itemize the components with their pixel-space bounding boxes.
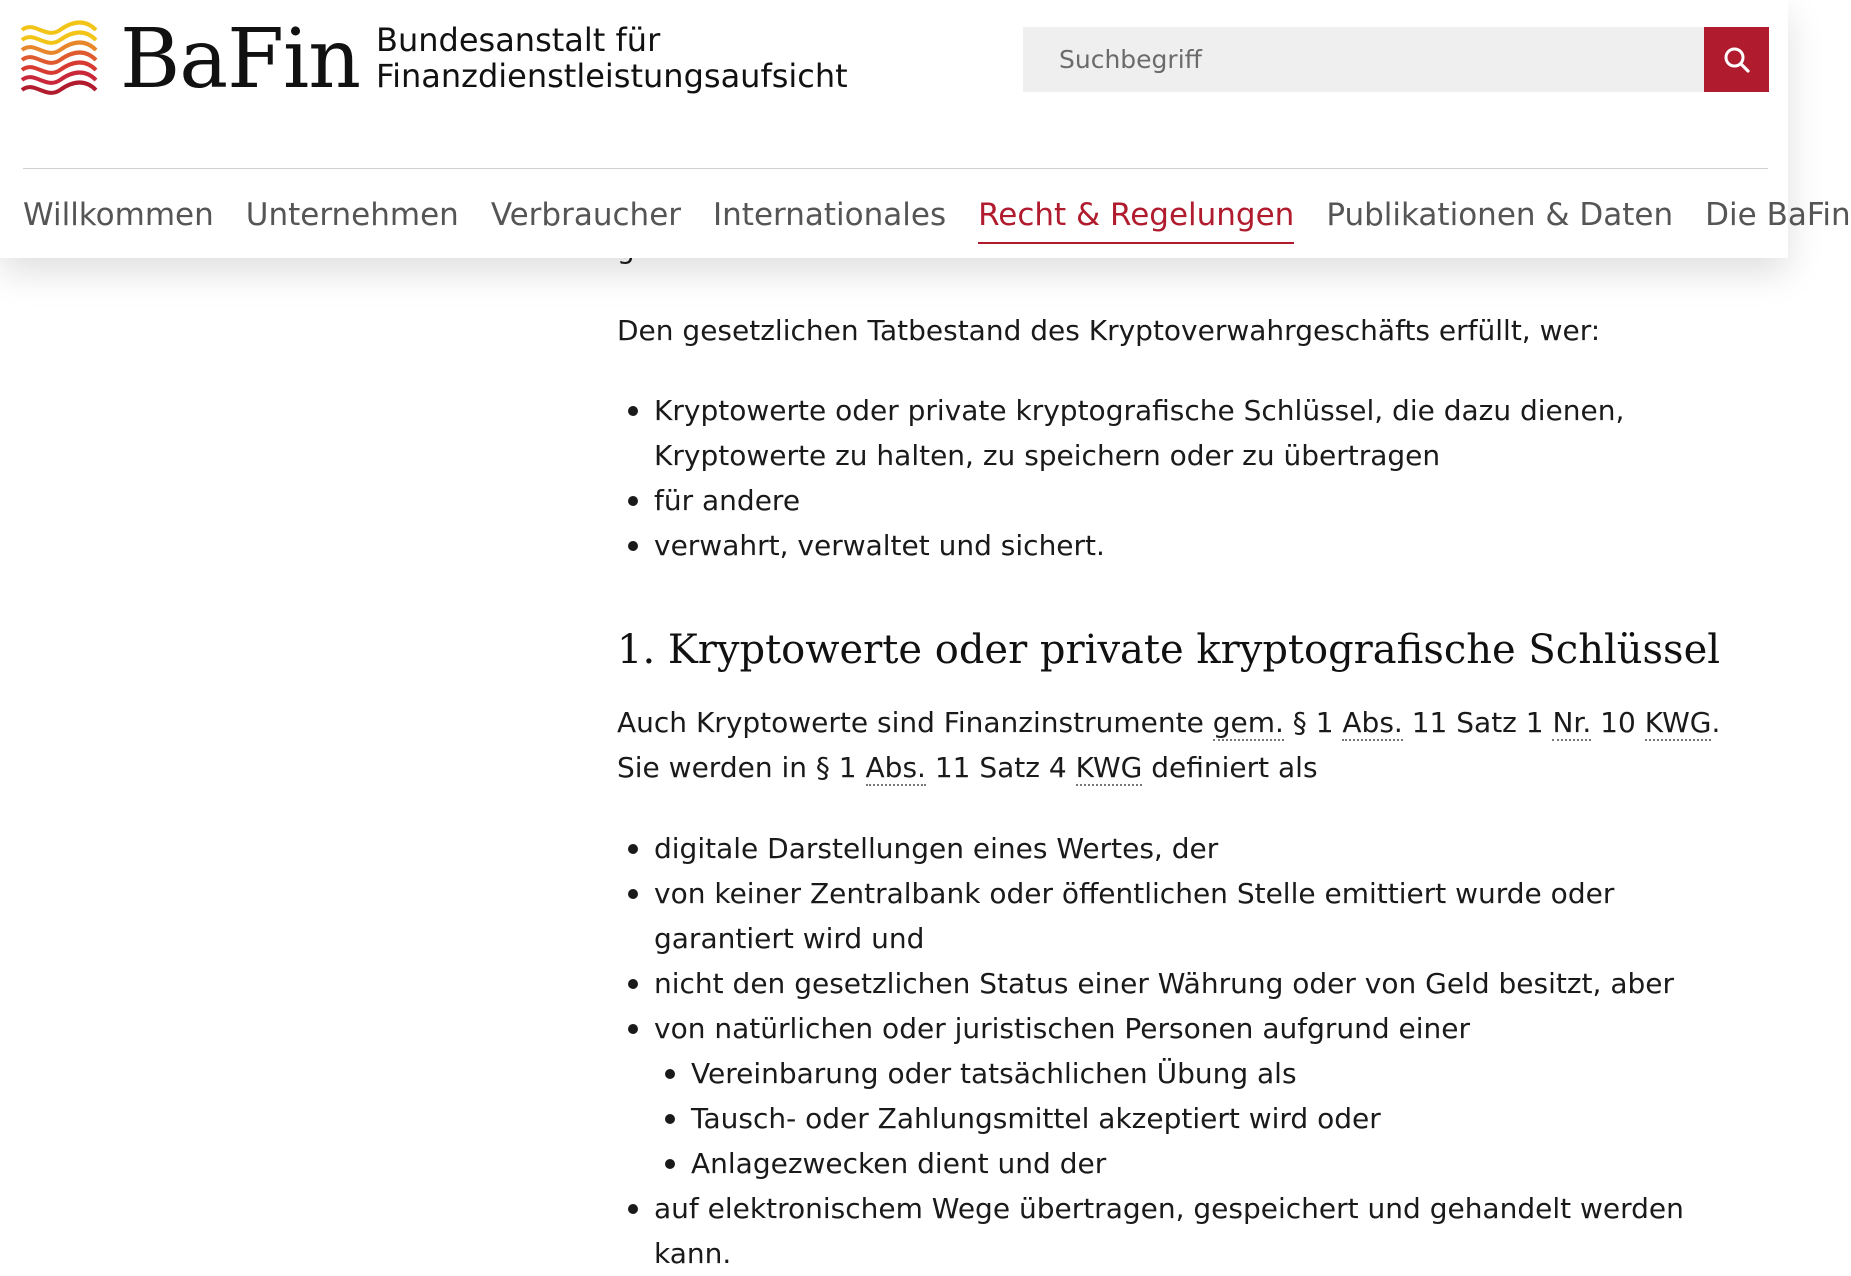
- sub-list-item: Vereinbarung oder tatsächlichen Übung als: [654, 1051, 1757, 1096]
- text-span: 11 Satz 1: [1402, 706, 1553, 739]
- search-button[interactable]: [1704, 27, 1769, 92]
- sub-list-item: Anlagezwecken dient und der: [654, 1141, 1757, 1186]
- agency-name-line2: Finanzdienstleistungsaufsicht: [376, 57, 848, 95]
- list-item: Kryptowerte oder private kryptografische Schlüssel, die dazu dienen, Kryptowerte zu halten, zu speichern oder zu übertragen: [617, 388, 1757, 478]
- nav-item-internationales[interactable]: Internationales: [713, 197, 947, 233]
- abbr-nr[interactable]: Nr.: [1552, 706, 1592, 739]
- list-item-text: von natürlichen oder juristischen Personen aufgrund einer: [654, 1012, 1471, 1045]
- text-span: § 1: [1283, 706, 1343, 739]
- list-item: von keiner Zentralbank oder öffentlichen Stelle emittiert wurde oder garantiert wird und: [617, 871, 1757, 961]
- nav-item-publikationen-daten[interactable]: Publikationen & Daten: [1326, 197, 1674, 233]
- agency-name: [376, 22, 848, 94]
- section-heading: 1. Kryptowerte oder private kryptografische Schlüssel: [617, 627, 1721, 673]
- text-span: definiert als: [1142, 751, 1318, 784]
- main-navigation: [23, 190, 1851, 240]
- abbr-gem[interactable]: gem.: [1212, 706, 1284, 739]
- nav-item-recht-regelungen[interactable]: Recht & Regelungen: [978, 190, 1294, 240]
- criteria-list: [617, 388, 1757, 568]
- header-divider: [23, 168, 1768, 169]
- nav-item-verbraucher[interactable]: Verbraucher: [490, 197, 682, 233]
- list-item: verwahrt, verwaltet und sichert.: [617, 523, 1757, 568]
- abbr-kwg[interactable]: KWG: [1644, 706, 1712, 739]
- list-item: nicht den gesetzlichen Status einer Währung oder von Geld besitzt, aber: [617, 961, 1757, 1006]
- sub-list: [654, 1051, 1757, 1186]
- nav-item-die-bafin[interactable]: Die BaFin: [1705, 197, 1851, 233]
- list-item: digitale Darstellungen eines Wertes, der: [617, 826, 1757, 871]
- abbr-abs[interactable]: Abs.: [1342, 706, 1403, 739]
- intro-paragraph: Den gesetzlichen Tatbestand des Kryptoverwahrgeschäfts erfüllt, wer:: [617, 314, 1601, 347]
- abbr-abs[interactable]: Abs.: [865, 751, 926, 784]
- search-icon: [1723, 46, 1751, 74]
- text-span: . Sie werden in § 1: [617, 706, 1721, 784]
- abbr-kwg[interactable]: KWG: [1075, 751, 1143, 784]
- article-content: [617, 246, 1757, 1276]
- agency-name-line1: Bundesanstalt für: [376, 21, 661, 59]
- site-header: [0, 0, 1851, 258]
- bafin-logo-icon[interactable]: [20, 22, 98, 98]
- list-item: für andere: [617, 478, 1757, 523]
- nav-item-unternehmen[interactable]: Unternehmen: [245, 197, 459, 233]
- search-input[interactable]: [1023, 27, 1704, 92]
- nav-item-willkommen[interactable]: Willkommen: [23, 197, 214, 233]
- text-span: Auch Kryptowerte sind Finanzinstrumente: [617, 706, 1213, 739]
- list-item: auf elektronischem Wege übertragen, gespeichert und gehandelt werden kann.: [617, 1186, 1757, 1276]
- sub-list-item: Tausch- oder Zahlungsmittel akzeptiert wird oder: [654, 1096, 1757, 1141]
- search-box: [1023, 27, 1704, 92]
- definition-list: [617, 826, 1757, 1276]
- text-span: 10: [1591, 706, 1645, 739]
- definition-paragraph: [617, 700, 1757, 790]
- text-span: 11 Satz 4: [925, 751, 1076, 784]
- bafin-wordmark[interactable]: BaFin: [120, 12, 361, 107]
- list-item: [617, 1006, 1757, 1186]
